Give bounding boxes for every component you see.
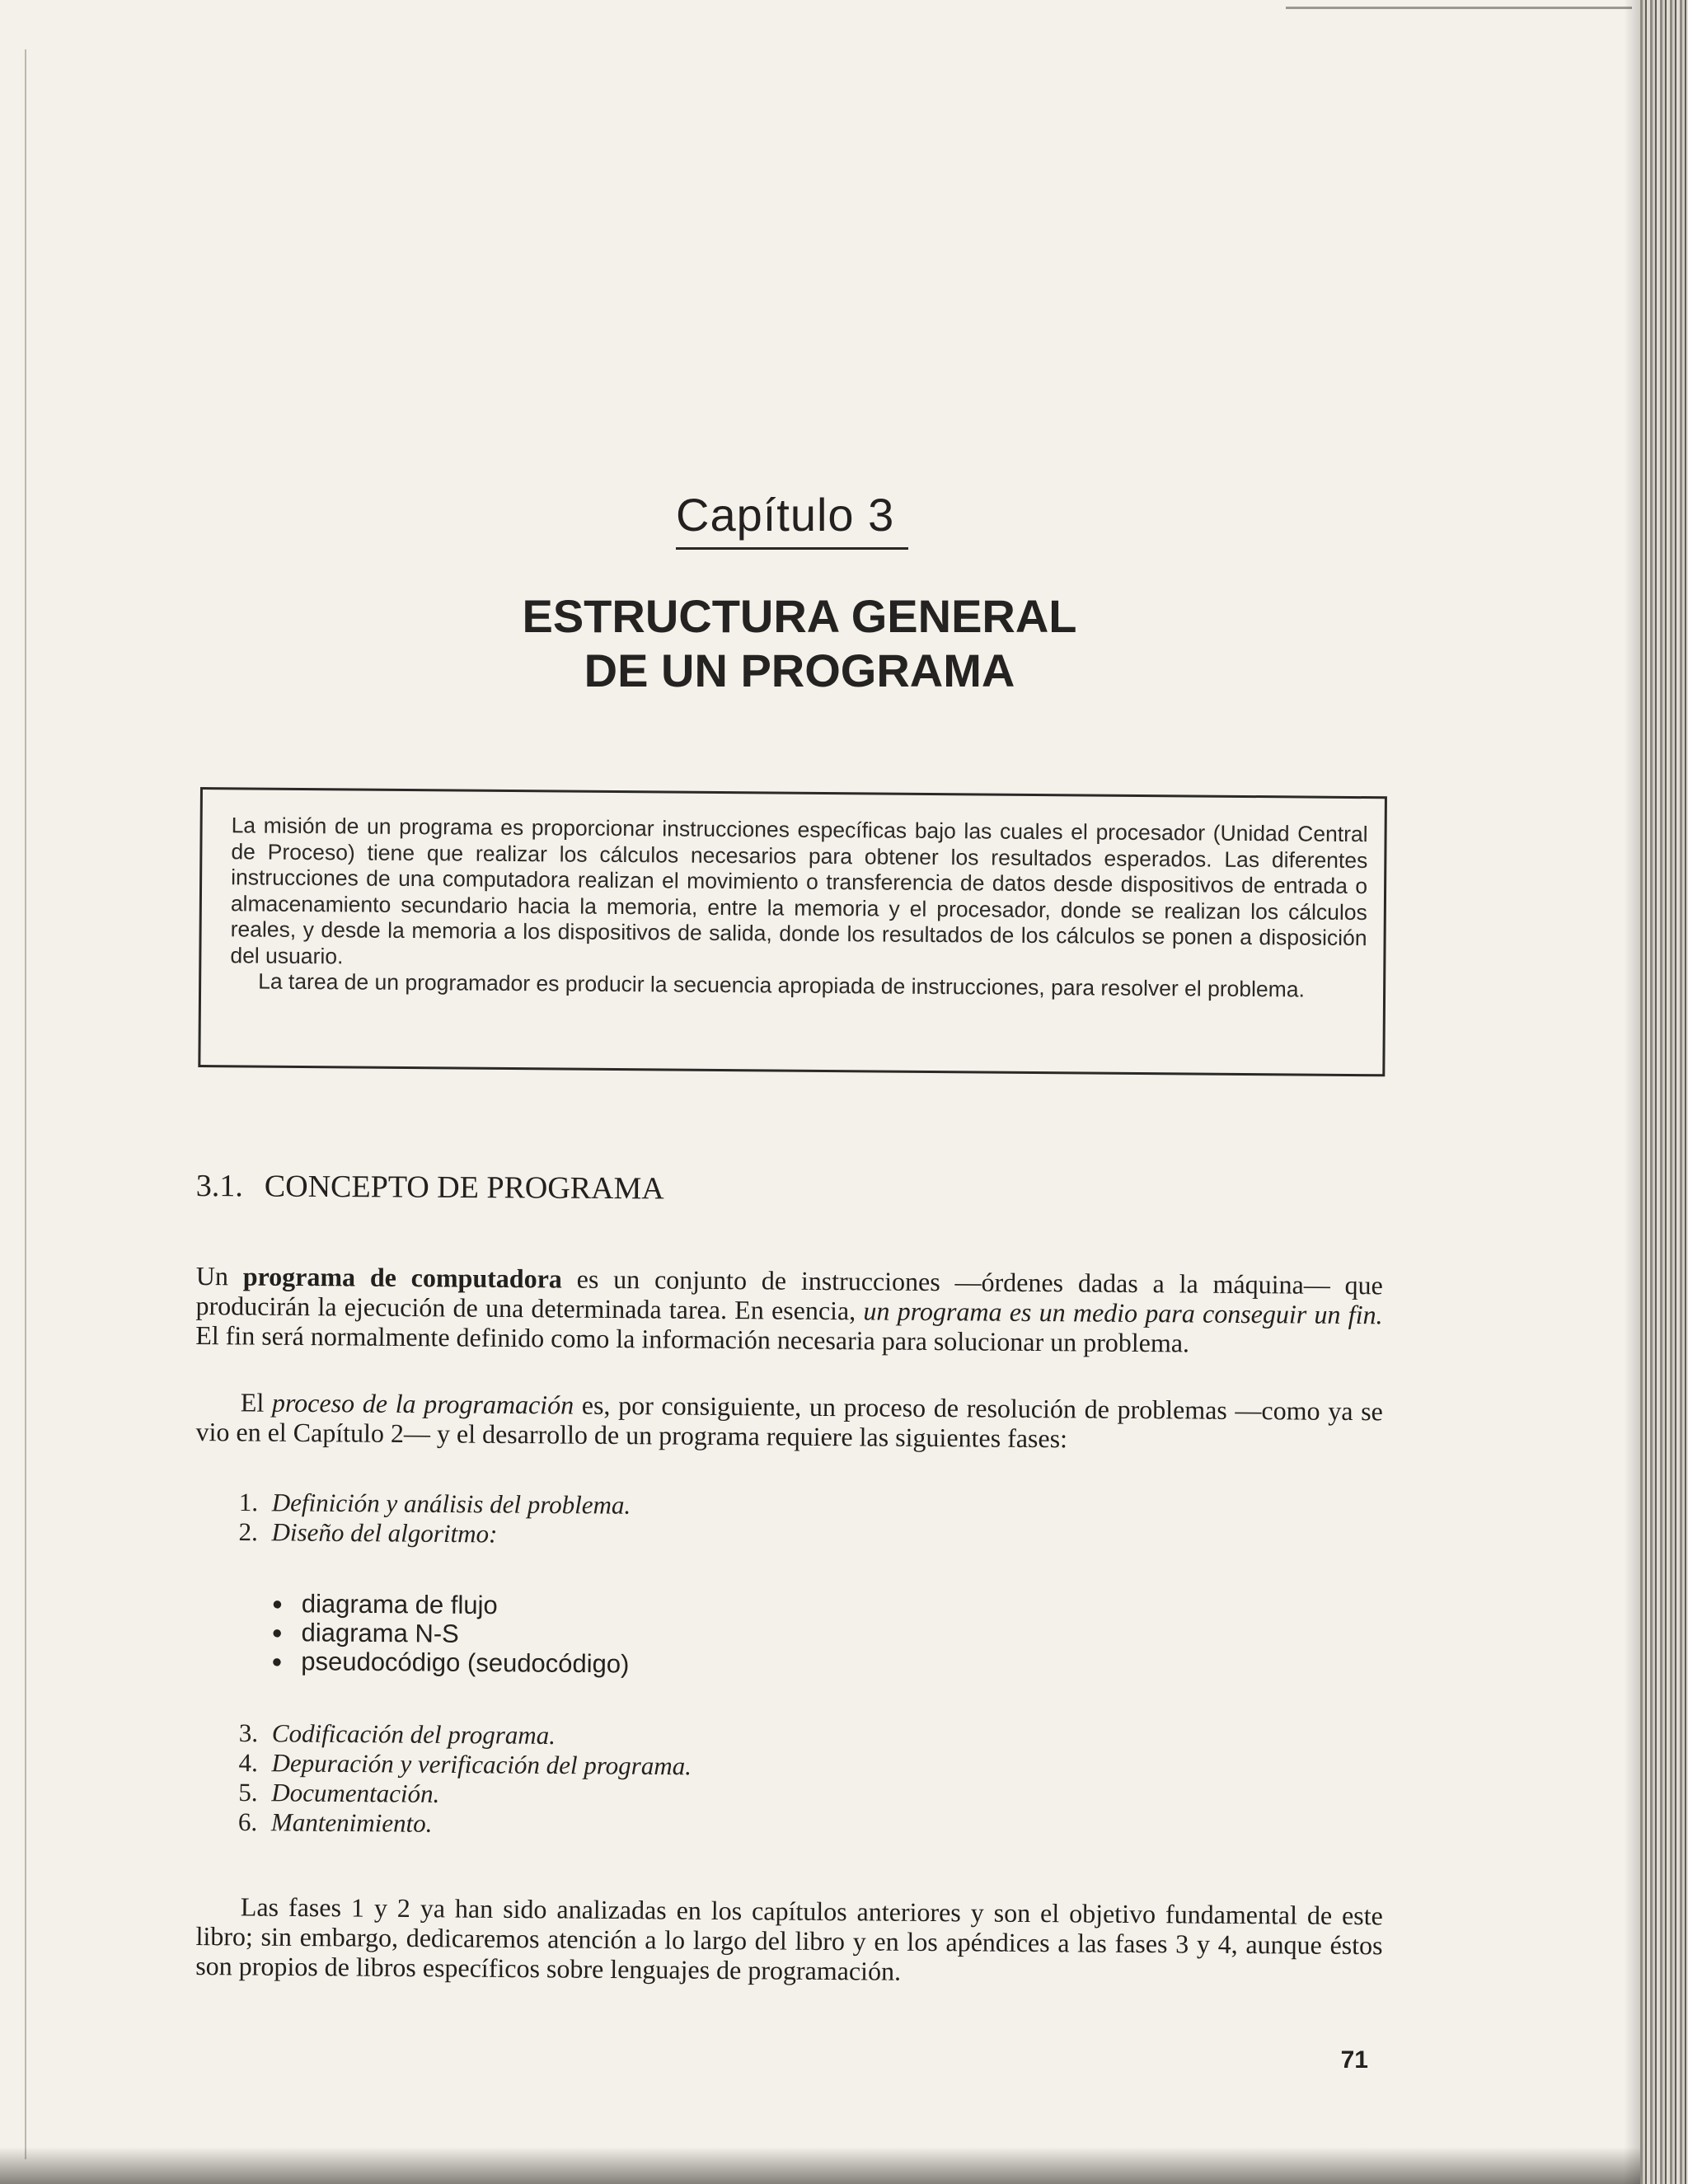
book-spine-edge	[1640, 0, 1688, 2184]
list-text: Documentación.	[271, 1778, 440, 1808]
italic-phrase: un programa es un medio para conseguir un fin.	[863, 1296, 1383, 1330]
list-number: 3.	[238, 1718, 259, 1748]
text-run: El	[240, 1387, 273, 1418]
page-top-edge	[1286, 7, 1632, 9]
list-number: 1.	[238, 1488, 259, 1517]
list-number: 5.	[238, 1777, 258, 1807]
list-text: diagrama N-S	[301, 1618, 459, 1648]
list-number: 2.	[238, 1516, 258, 1547]
list-text: Definición y análisis del problema.	[271, 1488, 631, 1520]
body-paragraph-3	[195, 1891, 1383, 1990]
list-number: 4.	[238, 1747, 258, 1778]
text-run: Un	[195, 1261, 243, 1291]
chapter-underline	[676, 547, 908, 550]
section-title: CONCEPTO DE PROGRAMA	[264, 1169, 664, 1207]
page-number: 71	[1340, 2046, 1368, 2074]
text-run: El fin será normalmente definido como la información necesaria para solucionar un problema.	[195, 1319, 1190, 1358]
body-paragraph-1	[195, 1261, 1383, 1359]
bullet-icon: ●	[271, 1650, 283, 1672]
list-number: 6.	[237, 1807, 258, 1837]
body-paragraph-2	[195, 1387, 1383, 1455]
chapter-summary-box	[198, 787, 1387, 1076]
page-left-edge	[25, 49, 26, 2159]
section-heading	[196, 1166, 938, 1210]
summary-paragraph: La tarea de un programador es producir la secuencia apropiada de instrucciones, para resolver el problema.	[258, 968, 1306, 1002]
chapter-title-line-2: DE UN PROGRAMA	[584, 644, 1015, 696]
text-run: es, por consiguiente, un proceso de resolución de problemas —como ya se vio en el Capítulo 2— y el desarrollo de un programa requiere las siguientes fases:	[195, 1390, 1383, 1454]
list-item	[271, 1647, 766, 1680]
chapter-title-line-1: ESTRUCTURA GENERAL	[522, 590, 1077, 642]
section-number: 3.1.	[195, 1169, 243, 1204]
phases-list-part-2	[238, 1718, 981, 1843]
bullet-icon: ●	[271, 1621, 283, 1643]
paragraph-text: Las fases 1 y 2 ya han sido analizadas en los capítulos anteriores y son el objetivo fundamental de este libro; sin embargo, dedicaremos atención a lo largo del libro y en los apéndices a las fases 3 y 4, aunque éstos son propios de libros específicos sobre lenguajes de programación.	[195, 1891, 1383, 1986]
chapter-title	[462, 589, 1137, 698]
list-item	[272, 1589, 767, 1622]
list-text: Depuración y verificación del programa.	[271, 1748, 692, 1781]
list-text: Codificación del programa.	[271, 1718, 556, 1750]
summary-paragraph: La misión de un programa es proporcionar instrucciones específicas bajo las cuales el procesador (Unidad Central de Proceso) tiene que realizar los cálculos necesarios para obtener los resultados esperados. Las diferentes instrucciones de una computadora realizan el movimiento o transferencia de datos desde dispositivos de entrada o almacenamiento secundario hacia la memoria, entre la memoria y el procesador, donde se realizan los cálculos reales, y desde la memoria a los dispositivos de salida, donde los resultados de los cálculos se ponen a disposición del usuario.	[230, 813, 1368, 968]
page-bottom-shadow	[0, 2147, 1640, 2184]
design-bullet-list	[271, 1589, 767, 1680]
bold-term: programa de computadora	[242, 1261, 563, 1294]
italic-term: proceso de la programación	[271, 1387, 574, 1420]
list-text: Diseño del algoritmo:	[271, 1517, 498, 1549]
text-run: es un conjunto de instrucciones —órdenes dadas a la máquina— que producirán la ejecución de una determinada tarea. En esencia,	[195, 1263, 1383, 1326]
bullet-icon: ●	[271, 1592, 284, 1615]
chapter-label: Capítulo 3	[676, 489, 895, 541]
phases-list-part-1	[238, 1488, 981, 1553]
list-text: Mantenimiento.	[270, 1807, 433, 1838]
list-text: pseudocódigo (seudocódigo)	[301, 1647, 630, 1679]
list-item	[238, 1807, 980, 1843]
list-text: diagrama de flujo	[301, 1589, 498, 1620]
list-item	[271, 1618, 766, 1651]
list-item	[238, 1517, 980, 1553]
